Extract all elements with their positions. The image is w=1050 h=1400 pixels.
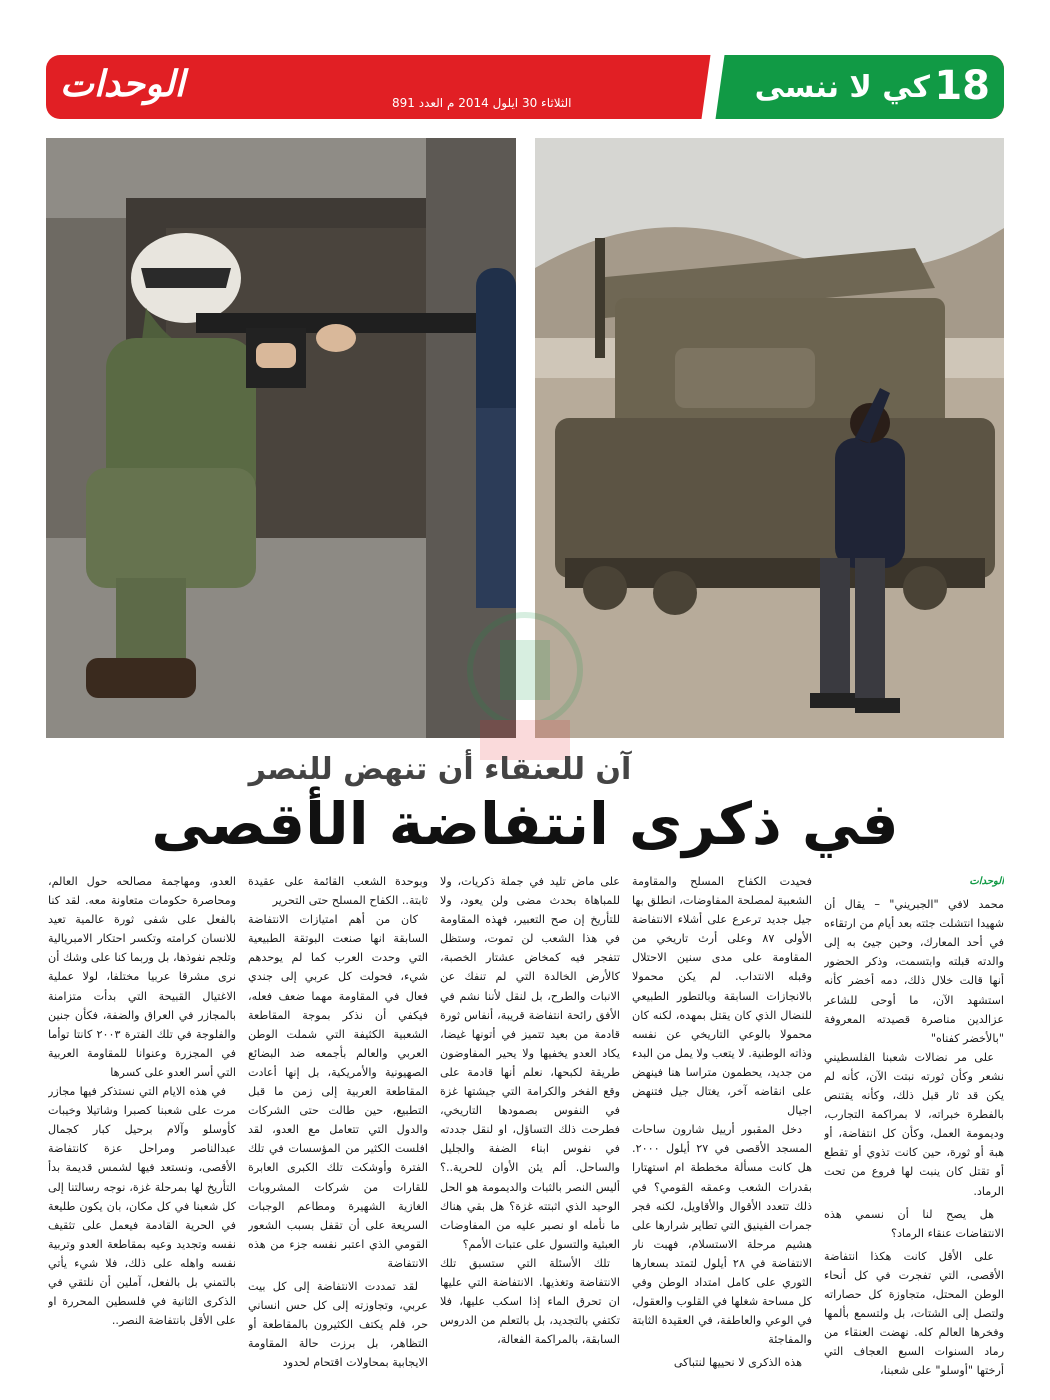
paragraph: محمد لافي "الجبريني" – يقال أن شهيدا انتشلت جثته بعد أيام من ارتقاءه في أحد المعارك، وحين جيئ به إلى والدته قبلته وابتسمت، وذكر الحضور أنها قالت خلال ذلك، دمه أخضر كأنه استشهد الآن، ما أوحى للشاعر عزالدين مناصرة قصيدته المعروفة "بالأخضر كفناه": [824, 898, 1004, 1045]
paragraph: في هذه الايام التي نستذكر فيها مجازر مرت على شعبنا كصبرا وشاتيلا وخيبات كأوسلو وآلام برحيل كبار كجمال عبدالناصر ومراحل عزة كانتفاضة الأقصى، ونستعد فيها لشمس قديمة بدأ التأريخ لها بمرحلة غزة، نوجه رسالتنا إلى كل شعبنا في كل مكان، بان يكون طليعة في الحرية القادمة فيعمل على تثقيف نفسه وتجديد وعيه بمقاطعة العدو وتربية نفسه واهله على ذلك، فلا شيء يأتي بالتمني بل بالفعل، آملين أن نلتقي في الذكرى الثانية في فلسطين المحررة او على الأقل بانتفاضة النصر..: [48, 1085, 236, 1328]
paragraph: لقد تمددت الانتفاضة إلى كل بيت عربي، وتجاوزته إلى كل حس انساني حر، فلم يكتف الكثيرون بالمقاطعة أو التظاهر، بل برزت حالة المقاومة الايجابية بمحاولات اقتحام لحدود: [248, 1279, 428, 1370]
section-badge: [712, 55, 1004, 119]
paragraph: العدو، ومهاجمة مصالحه حول العالم، ومحاصرة حكومات متعاونة معه. لقد كنا بالفعل على شفى ثورة عالمية تعيد للانسان كرامته وتكسر احتكار الامبريالية وتلجم نفوذها، بل وربما كنا على وشك أن نرى مشرقا عربيا مختلفا، لولا عملية الاغتيال القبيحة التي بدأت متزامنة بالمجازر في العراق والضفة، فكأن جنين والفلوجة في تلك الفترة ٢٠٠٣ كانتا توأما في المجزرة وعنوانا للمقاومة العربية التي أسر العدو على كسرها: [48, 875, 236, 1079]
article-headline: في ذكرى انتفاضة الأقصى: [151, 790, 899, 858]
article-subtitle: آن للعنقاء أن تنهض للنصر: [248, 752, 632, 787]
paragraph: تلك الأسئلة التي ستسبق تلك الانتفاضة وتغذيها. الانتفاضة التي عليها ان تحرق الماء إذا اسكب عليها، فلا تكتفي بالتجديد، بل بالتعلم من الدروس السابقة، بالمراكمة الفعالة،: [440, 1256, 620, 1347]
paragraph: هذه الذكرى لا نحييها لنتباكى: [673, 1356, 802, 1370]
paragraph: كان من أهم امتيازات الانتفاضة السابقة انها صنعت البوتقة الطبيعية التي وحدت العرب كما لم يوحدهم شيء، فحولت كل عربي إلى جندي فعال في المقاومة مهما ضعف فعله، فيكفي أن نذكر بموجة المقاطعة الشعبية الكثيفة التي شملت الوطن العربي والعالم بأجمعه ضد البضائع الصهيونية والأمريكية، بل إنها أعادت المقاطعة العربية إلى زمن ما قبل التطبيع، حين طالت حتى الشركات والدول التي تتعامل مع العدو، لقد افلست الكثير من المؤسسات في تلك الفترة وأوشكت تلك الكبرى العابرة للقارات من شركات المشروبات الغازية الشهيرة ومطاعم الوجبات السريعة على أن تقفل بسبب الشعور القومي الذي اعتبر نفسه جزء من هذه الانتفاضة: [248, 913, 428, 1270]
article-column-2: [632, 872, 812, 1392]
article-column-4: [248, 872, 428, 1392]
source-tag: الوحدات: [969, 876, 1004, 887]
paragraph: على ماض تليد في جملة ذكريات، ولا للمباهاة بحدث مضى ولن يعود، ولا للتأريخ إن صح التعبير، فهذه المقاومة في هذا الشعب لن تموت، وستظل تتفجر فيه كمخاض عشتار الخصبة، كالأرض الخالدة التي لم تنفك عن الانبات والطرح، بل لنقل لأننا نشم في الأفق رائحة انتفاضة قريبة، أنفاس ثورة قادمة من بعيد تتميز في أتونها غيضا، يكاد العدو يخفيها ولا يحير المفاوضون طريقة لكبحها، نعلم أنها قادمة على وقع الفخر والكرامة التي جيشتها غزة في النفوس بصمودها التاريخي، فطرحت ذلك التساؤل، او لنقل جددته في نفوس ابناء الضفة والجليل والساحل. ألم يئن الأوان للحرية..؟ أليس النصر بالثبات والديمومة هو الحل الوحيد الذي اثبتته غزة؟ هل بقي هناك ما نأمله او نصبر عليه من المفاوضات العبثية والتسول على عتبات الأمم؟: [440, 875, 620, 1251]
paragraph: على مر نضالات شعبنا الفلسطيني نشعر وكأن ثورته نبتت الآن، كأنه لم يكن قد ثار قبل ذلك، وكأنه يقتنص بالفطرة خبراته، لا بمراكمة التجارب، وديمومة العمل، وكأن كل انتفاضة، أو هبة أو ثورة، حين كانت تذوي أو تقطع أو تقتل كان ينبت لها فروع من تحت الرماد.: [824, 1050, 1004, 1198]
page-number: 18: [934, 63, 990, 109]
article-column-1: [824, 872, 1004, 1392]
paragraph: فحيدت الكفاح المسلح والمقاومة الشعبية لمصلحة المفاوضات، انطلق بها جيل جديد ترعرع على أشلاء الانتفاضة الأولى ٨٧ وعلى أرث تاريخي من المقاومة على مدى سنين الاحتلال وقبله الانتداب. لم يكن محمولا بالانجازات السابقة وبالتطور الطبيعي للنضال الذي كان يقتل بمهده، لكنه كان محمولا بالوعي التاريخي عن نفسه وذاته الوطنية. لا يتعب ولا يمل من البدء من جديد، يحطمون متراسا هنا فينهض على انقاضه آخر، يغتال جيل فتنهض اجيال: [632, 875, 812, 1118]
paragraph: وبوحدة الشعب القائمة على عقيدة ثابتة.. الكفاح المسلح حتى التحرير: [248, 875, 428, 908]
paragraph: هل يصح لنا أن نسمي هذه الانتفاضات عنقاء الرماد؟: [824, 1207, 1004, 1240]
issue-date-line: الثلاثاء 30 ايلول 2014 م العدد 891: [392, 96, 572, 110]
brand-name: الوحدات: [60, 64, 185, 105]
paragraph: دخل المقبور أرييل شارون ساحات المسجد الأقصى في ٢٧ أيلول ٢٠٠٠. هل كانت مسألة مخططة ام استهتارا بقدرات الشعب وعمقه القومي؟ في ذلك تتعدد الأقوال والأقاويل، لكنه فجر جمرات الفينيق التي تطاير شرارها على هشيم مرحلة الاستسلام، فهبت نار الانتفاضة في ٢٨ أيلول لتمتد بسعارها الثوري على كامل امتداد الوطن وفي كل مساحة شغلها في القلوب والعقول، في الوعي والعاطفة، في العقيدة الثابتة والمفاجئة: [632, 1123, 812, 1347]
page-header: [46, 55, 1004, 119]
paragraph: على الأقل كانت هكذا انتفاضة الأقصى، التي تفجرت في كل أنحاء الوطن المحتل، متجاوزة كل حصاراته ولتصل إلى الشتات، بل ولتسمع بألمها وفخرها العالم كله. نهضت العنقاء من رماد السنوات السبع العجاف التي أرختها "أوسلو" على شعبنا،: [824, 1249, 1004, 1378]
article-column-5: [48, 872, 236, 1392]
article-column-3: [440, 872, 620, 1392]
section-title: كي لا ننسى: [754, 70, 930, 105]
